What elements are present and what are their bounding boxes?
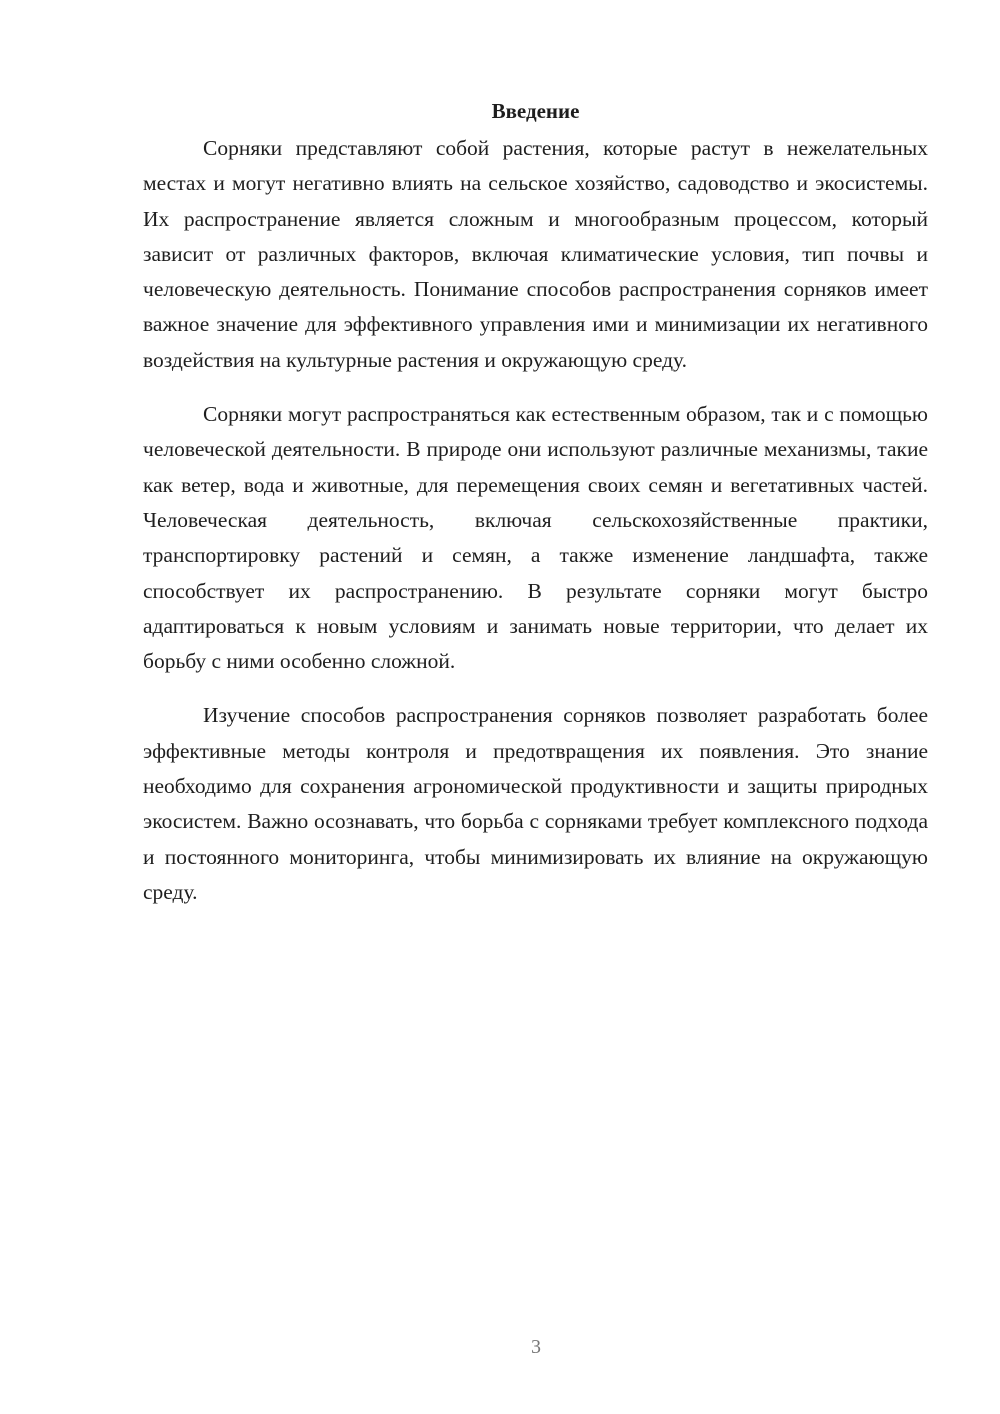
page-number: 3	[531, 1336, 541, 1358]
section-heading: Введение	[491, 99, 580, 123]
paragraph-2: Сорняки могут распространяться как естественным образом, так и с помощью человеческой деятельности. В природе они используют различные механизмы, такие как ветер, вода и животные, для перемещения своих семян и вегетативных частей. Человеческая деятельность, включая сельскохозяйственные практики, транспортировку растений и семян, а также изменение ландшафта, также способствует их распространению. В результате сорняки могут быстро адаптироваться к новым условиям и занимать новые территории, что делает их борьбу с ними особенно сложной.	[143, 402, 928, 674]
paragraph-3: Изучение способов распространения сорняков позволяет разработать более эффективные методы контроля и предотвращения их появления. Это знание необходимо для сохранения агрономической продуктивности и защиты природных экосистем. Важно осознавать, что борьба с сорняками требует комплексного подхода и постоянного мониторинга, чтобы минимизировать их влияние на окружающую среду.	[143, 703, 928, 904]
page-content	[143, 96, 928, 910]
paragraph-1: Сорняки представляют собой растения, которые растут в нежелательных местах и могут негативно влиять на сельское хозяйство, садоводство и экосистемы. Их распространение является сложным и многообразным процессом, который зависит от различных факторов, включая климатические условия, тип почвы и человеческую деятельность. Понимание способов распространения сорняков имеет важное значение для эффективного управления ими и минимизации их негативного воздействия на культурные растения и окружающую среду.	[143, 136, 928, 372]
